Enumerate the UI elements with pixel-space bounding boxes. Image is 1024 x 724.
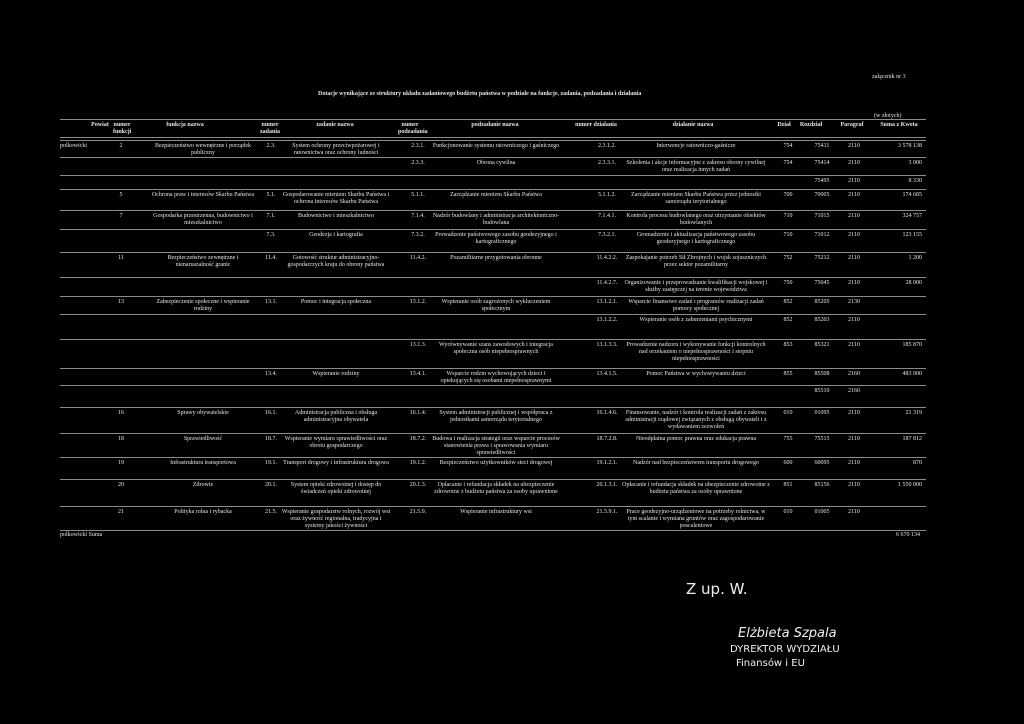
cell-powiat: polkowicki xyxy=(60,143,87,149)
cell-fn: 13 xyxy=(118,299,124,305)
cell-par: 2110 xyxy=(848,232,860,238)
cell-dzial: 852 xyxy=(783,317,793,323)
cell-pname: Wspieranie infrastruktury wsi xyxy=(460,509,532,515)
cell-rozdz: 75212 xyxy=(814,255,830,261)
cell-dn: 7.1.4.1. xyxy=(598,213,616,219)
cell-dn: 13.4.1.5. xyxy=(596,371,618,377)
cell-dzial: 700 xyxy=(783,192,793,198)
cell-par: 2110 xyxy=(848,143,860,149)
cell-kw: 1 550 000 xyxy=(898,482,922,488)
cell-fn: 7 xyxy=(119,213,123,219)
cell-dname: Wsparcie finansowe zadań i programów realizacji zadań pomocy społecznej xyxy=(628,299,764,312)
cell-zn: 21.5. xyxy=(265,509,277,515)
cell-rozdz: 01005 xyxy=(814,509,830,515)
cell-dname: Pomoc Państwa w wychowywaniu dzieci xyxy=(646,371,746,377)
cell-par: 2160 xyxy=(848,388,860,394)
cell-dzial: 855 xyxy=(783,371,793,377)
cell-dname: Interwencje ratowniczo-gaśnicze xyxy=(656,143,736,149)
cell-par: 2160 xyxy=(848,371,860,377)
cell-par: 2130 xyxy=(848,299,860,305)
cell-pname: Budowa i realizacja strategii oraz wsparcie procesów stanowienia prawa i sprawowania wymiaru sprawiedliwości xyxy=(432,436,560,456)
cell-zn: 7.3. xyxy=(266,232,276,238)
cell-dn: 19.1.2.1. xyxy=(596,460,618,466)
cell-dzial: 754 xyxy=(783,160,793,166)
cell-pname: Wsparcie rodzin wychowujących dzieci i opiekujących się osobami niepełnosprawnymi xyxy=(440,371,552,384)
cell-rozdz: 71012 xyxy=(814,232,830,238)
cell-zname: Transport drogowy i infrastruktura drogowa xyxy=(283,460,389,466)
row-divider xyxy=(60,314,926,315)
cell-par: 2110 xyxy=(848,255,860,261)
row-divider xyxy=(60,210,926,211)
cell-pname: Obrona cywilna xyxy=(476,160,516,166)
header-paragraf: Paragraf xyxy=(840,122,864,128)
row-divider xyxy=(60,368,926,369)
total-value: 6 670 134 xyxy=(896,532,920,538)
cell-par: 2110 xyxy=(848,192,860,198)
cell-fname: Sprawy obywatelskie xyxy=(177,410,229,416)
cell-dname: Wspieranie osób z zaburzeniami psychicznymi xyxy=(639,317,753,323)
cell-zname: Wspieranie gospodarstw rolnych, rozwój wsi oraz żywność regionalna, tradycyjna i systemy jakości żywności xyxy=(281,509,391,529)
cell-par: 2110 xyxy=(848,436,860,442)
cell-kw: 1 200 xyxy=(908,255,922,261)
cell-dzial: 010 xyxy=(783,509,793,515)
cell-dname: Finansowanie, nadzór i kontrola realizacji zadań z zakresu administracji rządowej związanych z obsługą obywateli i z wydawaniem zezwoleń xyxy=(625,410,767,430)
cell-fn: 5 xyxy=(119,192,123,198)
cell-pn: 13.1.2. xyxy=(409,299,427,305)
header-podzadanie-nazwa: podzadanie nazwa xyxy=(471,122,519,128)
signature-line-3: DYREKTOR WYDZIAŁU xyxy=(730,644,840,655)
cell-dn: 11.4.2.7. xyxy=(596,280,618,286)
cell-dzial: 754 xyxy=(783,143,793,149)
cell-rozdz: 85321 xyxy=(814,342,830,348)
cell-kw: 187 812 xyxy=(902,436,922,442)
row-divider xyxy=(60,433,926,434)
signature-line-1: Z up. W. xyxy=(686,580,748,598)
cell-kw: 3 578 138 xyxy=(898,143,922,149)
cell-zn: 18.7. xyxy=(265,436,277,442)
header-powiat: Powiat xyxy=(91,122,109,128)
cell-zn: 20.1. xyxy=(265,482,277,488)
cell-par: 2110 xyxy=(848,410,860,416)
cell-pn: 16.1.4. xyxy=(409,410,427,416)
cell-fn: 18 xyxy=(118,436,124,442)
cell-fname: Infrastruktura transportowa xyxy=(170,460,236,466)
cell-dn: 21.5.9.1. xyxy=(596,509,618,515)
cell-rozdz: 85510 xyxy=(814,388,830,394)
header-suma: Suma z Kwota xyxy=(880,122,918,128)
cell-pn: 11.4.2. xyxy=(409,255,427,261)
cell-fname: Gospodarka przestrzenna, budownictwo i mieszkalnictwo xyxy=(153,213,253,226)
cell-zn: 5.1. xyxy=(266,192,276,198)
cell-dn: 16.1.4.6. xyxy=(596,410,618,416)
cell-pn: 2.3.1. xyxy=(411,143,425,149)
cell-zname: Wspieranie rodziny xyxy=(312,371,360,377)
cell-zname: System ochrony przeciwpożarowej i ratownictwa oraz ochrony ludności xyxy=(292,143,380,156)
cell-pname: Funkcjonowanie systemu ratowniczego i gaśniczego xyxy=(432,143,560,149)
cell-zname: Pomoc i integracja społeczna xyxy=(300,299,372,305)
cell-rozdz: 01095 xyxy=(814,410,830,416)
cell-rozdz: 85205 xyxy=(814,299,830,305)
cell-pn: 7.1.4. xyxy=(411,213,425,219)
row-divider xyxy=(60,506,926,507)
cell-dname: Szkolenia i akcje informacyjne z zakresu obrony cywilnej oraz realizacja innych zadań xyxy=(626,160,766,173)
cell-dname: Nadzór nad bezpieczeństwem transportu drogowego xyxy=(633,460,759,466)
cell-dname: Zarządzanie mieniem Skarbu Państwa przez jednostki samorządu terytorialnego xyxy=(631,192,761,205)
cell-rozdz: 75045 xyxy=(814,280,830,286)
cell-rozdz: 75414 xyxy=(814,160,830,166)
cell-rozdz: 70005 xyxy=(814,192,830,198)
cell-pname: Bezpieczeństwo użytkowników sieci drogowej xyxy=(439,460,553,466)
cell-par: 2110 xyxy=(848,342,860,348)
header-funkcja-nazwa: funkcja nazwa xyxy=(166,122,204,128)
cell-dn: 2.3.1.2. xyxy=(598,143,616,149)
cell-zname: System opieki zdrowotnej i dostęp do świadczeń opieki zdrowotnej xyxy=(290,482,382,495)
cell-dname: Nieodpłatna pomoc prawna oraz edukacja prawna xyxy=(635,436,757,442)
cell-fn: 21 xyxy=(118,509,124,515)
cell-dn: 20.1.3.1. xyxy=(596,482,618,488)
cell-dzial: 600 xyxy=(783,460,793,466)
cell-fn: 11 xyxy=(118,255,124,261)
page-title: Dotacje wynikające ze struktury układu zadaniowego budżetu państwa w podziale na funkcje, zadania, podzadania i działania xyxy=(318,91,642,97)
cell-kw: 483 000 xyxy=(902,371,922,377)
cell-dzial: 710 xyxy=(783,232,793,238)
row-divider xyxy=(60,157,926,158)
cell-rozdz: 85203 xyxy=(814,317,830,323)
cell-par: 2110 xyxy=(848,280,860,286)
cell-par: 2110 xyxy=(848,213,860,219)
row-divider xyxy=(60,277,926,278)
cell-dname: Prowadzenie nadzoru i wykonywanie funkcji kontrolnych nad orzekaniem o niepełnosprawności i stopniu niepełnosprawności xyxy=(626,342,766,362)
cell-pname: Wspieranie osób zagrożonych wykluczeniem społecznym xyxy=(441,299,551,312)
cell-kw: 28 000 xyxy=(905,280,922,286)
cell-pn: 18.7.2. xyxy=(409,436,427,442)
cell-zname: Budownictwo i mieszkalnictwo xyxy=(298,213,374,219)
row-divider xyxy=(60,385,926,386)
cell-rozdz: 60095 xyxy=(814,460,830,466)
cell-par: 2110 xyxy=(848,509,860,515)
cell-dn: 7.3.2.1. xyxy=(598,232,616,238)
cell-dname: Opłacanie i refundacja składek na ubezpieczenie zdrowotne z budżetu państwa za osoby uprawnione xyxy=(622,482,770,495)
cell-fn: 16 xyxy=(118,410,124,416)
cell-dzial: 750 xyxy=(783,280,793,286)
cell-dn: 2.3.3.1. xyxy=(598,160,616,166)
cell-pn: 13.4.1. xyxy=(409,371,427,377)
cell-zn: 13.4. xyxy=(265,371,277,377)
cell-par: 2110 xyxy=(848,160,860,166)
cell-pname: Opłacanie i refundacja składek na ubezpieczenie zdrowotne z budżetu państwa za osoby uprawnione xyxy=(434,482,558,495)
cell-zname: Gotowość struktur administracyjno-gospodarczych kraju do obrony państwa xyxy=(287,255,385,268)
cell-zn: 7.1. xyxy=(266,213,276,219)
cell-dname: Gromadzenie i aktualizacja państwowego zasobu geodezyjnego i kartograficznego xyxy=(636,232,756,245)
cell-zn: 19.1. xyxy=(265,460,277,466)
cell-kw: 185 870 xyxy=(902,342,922,348)
header-zadanie-nazwa: zadanie nazwa xyxy=(316,122,354,128)
total-divider xyxy=(60,530,926,531)
header-rozdzial: Rozdział xyxy=(799,122,823,128)
signature-line-4: Finansów i EU xyxy=(736,658,805,669)
cell-kw: 324 757 xyxy=(902,213,922,219)
cell-pname: Prowadzenie państwowego zasobu geodezyjnego i kartograficznego xyxy=(435,232,557,245)
header-dzial: Dział xyxy=(777,122,791,128)
cell-dzial: 710 xyxy=(783,213,793,219)
cell-pname: Nadzór budowlany i administracja architektoniczno-budowlana xyxy=(432,213,560,226)
cell-pname: Pozamilitarne przygotowania obronne xyxy=(450,255,542,261)
total-label: polkowicki Suma xyxy=(60,532,103,538)
cell-dname: Prace geodezyjno-urządzeniowe na potrzeby rolnictwa, w tym scalanie i wymiana gruntów oraz zagospodarowanie poscaleniowe xyxy=(626,509,766,529)
row-divider xyxy=(60,479,926,480)
cell-kw: 174 685 xyxy=(902,192,922,198)
cell-pname: Zarządzanie mieniem Skarbu Państwa xyxy=(450,192,542,198)
cell-par: 2110 xyxy=(848,317,860,323)
cell-dn: 5.1.1.2. xyxy=(598,192,616,198)
cell-fname: Ochrona praw i interesów Skarbu Państwa xyxy=(151,192,255,198)
cell-rozdz: 85508 xyxy=(814,371,830,377)
cell-rozdz: 71015 xyxy=(814,213,830,219)
header-numer-zadania: numer zadania xyxy=(259,122,280,135)
cell-dname: Kontrola procesu budowlanego oraz utrzymanie obiektów budowlanych xyxy=(626,213,766,226)
cell-pn: 21.5.9. xyxy=(409,509,427,515)
cell-kw: 123 155 xyxy=(902,232,922,238)
cell-kw: 870 xyxy=(913,460,922,466)
row-divider xyxy=(60,175,926,176)
cell-fn: 2 xyxy=(119,143,123,149)
unit-note: (w złotych) xyxy=(874,113,902,119)
cell-dzial: 752 xyxy=(783,255,793,261)
cell-dzial: 755 xyxy=(783,436,793,442)
row-divider xyxy=(60,252,926,253)
header-dzialanie-nazwa: działanie nazwa xyxy=(672,122,714,128)
cell-dn: 13.1.2.1. xyxy=(596,299,618,305)
cell-fname: Bezpieczeństwo wewnętrzne i porządek publiczny xyxy=(154,143,252,156)
header-numer-podzadania: numer podzadania xyxy=(398,122,428,135)
cell-dzial: 852 xyxy=(783,299,793,305)
cell-pn: 2.3.3. xyxy=(411,160,425,166)
cell-kw: 3 000 xyxy=(908,160,922,166)
row-divider xyxy=(60,457,926,458)
row-divider xyxy=(60,407,926,408)
cell-fname: Sprawiedliwość xyxy=(183,436,223,442)
cell-pname: Wyrównywanie szans zawodowych i integracja społeczna osób niepełnosprawnych xyxy=(439,342,553,355)
row-divider xyxy=(60,296,926,297)
cell-rozdz: 85156 xyxy=(814,482,830,488)
cell-pname: System administracji publicznej i współpraca z jednostkami samorządu terytorialnego xyxy=(439,410,553,423)
cell-pn: 13.1.3. xyxy=(409,342,427,348)
cell-pn: 5.1.1. xyxy=(411,192,425,198)
divider xyxy=(60,119,926,120)
cell-fname: Zabezpieczenie społeczne i wspieranie rodziny xyxy=(156,299,250,312)
cell-pn: 19.1.2. xyxy=(409,460,427,466)
header-numer-funkcji: numer funkcji xyxy=(113,122,132,135)
header-numer-dzialania: numer działania xyxy=(575,122,617,128)
cell-dname: Zaspokajanie potrzeb Sił Zbrojnych i wojsk sojuszniczych przez sektor pozamilitarny xyxy=(625,255,767,268)
cell-fname: Polityka rolna i rybacka xyxy=(174,509,232,515)
cell-zn: 2.3. xyxy=(266,143,276,149)
row-divider xyxy=(60,229,926,230)
cell-fname: Zdrowie xyxy=(192,482,214,488)
row-divider xyxy=(60,140,926,141)
row-divider xyxy=(60,339,926,340)
cell-dname: Organizowanie i przeprowadzanie kwalifikacji wojskowej i służby zastępczej na terenie województwa xyxy=(624,280,768,293)
annex-label: załącznik nr 3 xyxy=(872,74,906,80)
row-divider xyxy=(60,189,926,190)
cell-par: 2110 xyxy=(848,460,860,466)
cell-zn: 13.1. xyxy=(265,299,277,305)
cell-dn: 13.1.3.3. xyxy=(596,342,618,348)
cell-pn: 7.3.2. xyxy=(411,232,425,238)
cell-rozdz: 75411 xyxy=(814,143,830,149)
cell-dn: 11.4.2.2. xyxy=(596,255,618,261)
cell-rozdz: 75495 xyxy=(814,178,830,184)
cell-dzial: 853 xyxy=(783,342,793,348)
cell-zname: Wspieranie wymiaru sprawiedliwości oraz obrotu gospodarczego xyxy=(284,436,388,449)
cell-pn: 20.1.3. xyxy=(409,482,427,488)
cell-dn: 18.7.2.8. xyxy=(596,436,618,442)
cell-kw: 8 330 xyxy=(908,178,922,184)
divider xyxy=(60,137,926,138)
cell-zn: 16.1. xyxy=(265,410,277,416)
cell-zname: Gospodarowanie mieniem Skarbu Państwa i ochrona interesów Skarbu Państwa xyxy=(282,192,390,205)
cell-dzial: 010 xyxy=(783,410,793,416)
cell-zname: Administracja publiczna i obsługa administracyjna obywatela xyxy=(294,410,378,423)
cell-fname: Bezpieczeństwo zewnętrzne i nienaruszalność granic xyxy=(167,255,239,268)
cell-dzial: 851 xyxy=(783,482,793,488)
cell-fn: 20 xyxy=(118,482,124,488)
cell-par: 2110 xyxy=(848,178,860,184)
cell-zn: 11.4. xyxy=(265,255,277,261)
cell-dn: 13.1.2.2. xyxy=(596,317,618,323)
cell-rozdz: 75515 xyxy=(814,436,830,442)
cell-zname: Geodezja i kartografia xyxy=(309,232,363,238)
cell-fn: 19 xyxy=(118,460,124,466)
signature-line-2: Elżbieta Szpala xyxy=(738,626,837,641)
cell-par: 2110 xyxy=(848,482,860,488)
cell-kw: 21 319 xyxy=(905,410,922,416)
